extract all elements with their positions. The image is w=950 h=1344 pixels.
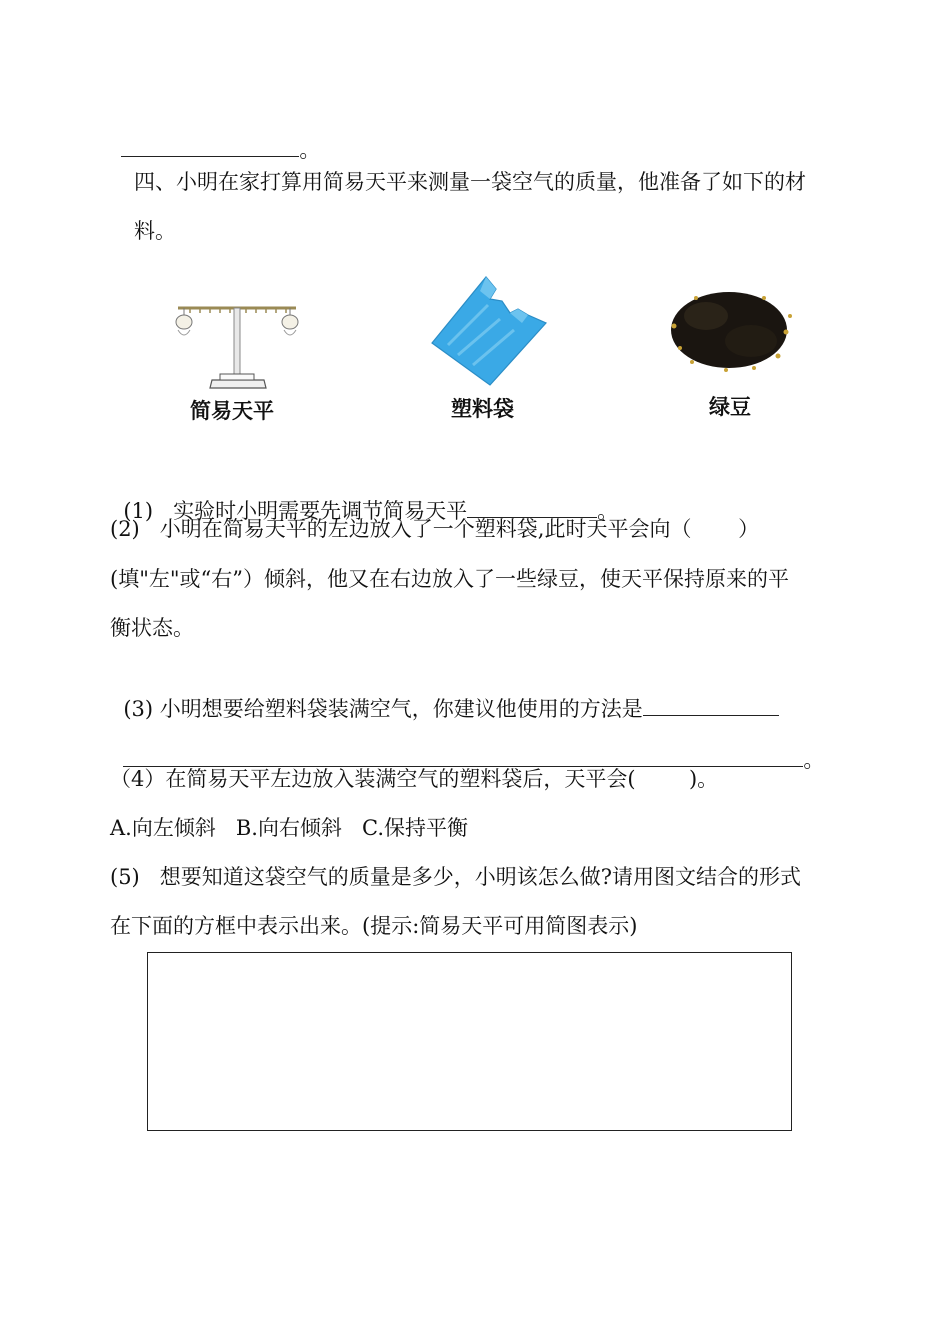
plastic-bag-figure <box>428 275 548 390</box>
question-title: 四、小明在家打算用简易天平来测量一袋空气的质量，他准备了如下的材 <box>134 170 806 194</box>
sub-question-3-cont: 。 <box>110 714 824 775</box>
mung-beans-figure <box>666 286 796 374</box>
sub-question-5: (5) 想要知道这袋空气的质量是多少，小明该怎么做?请用图文结合的形式 <box>110 865 802 889</box>
answer-blank-3a[interactable] <box>643 693 779 716</box>
material-label-balance: 简易天平 <box>190 399 274 423</box>
sub-question-4-options: A.向左倾斜 B.向右倾斜 C.保持平衡 <box>110 816 468 840</box>
sub-question-1: (1) 实验时小明需要先调节简易天平 。 <box>110 465 618 526</box>
sub-question-2: (2) 小明在简易天平的左边放入了一个塑料袋,此时天平会向（ ） <box>110 517 760 541</box>
sub-question-5-cont: 在下面的方框中表示出来。(提示:简易天平可用简图表示) <box>110 914 638 938</box>
question-title-cont: 料。 <box>134 219 176 243</box>
answer-blank[interactable] <box>121 134 299 157</box>
sub-question-2-cont2: 衡状态。 <box>110 616 194 640</box>
drawing-answer-box[interactable] <box>147 952 792 1131</box>
plastic-bag-icon <box>428 275 548 390</box>
sub-question-4: （4）在简易天平左边放入装满空气的塑料袋后，天平会( )。 <box>110 767 719 791</box>
material-label-beans: 绿豆 <box>709 395 751 419</box>
sub-question-2-cont: (填"左"或“右”）倾斜，他又在右边放入了一些绿豆，使天平保持原来的平 <box>110 567 789 591</box>
balance-scale-icon <box>168 300 308 395</box>
material-label-bag: 塑料袋 <box>451 397 514 421</box>
balance-scale-figure <box>168 300 308 395</box>
sub-question-3: (3) 小明想要给塑料袋装满空气，你建议他使用的方法是 <box>110 663 779 724</box>
mung-beans-icon <box>666 286 796 374</box>
previous-answer-line: 。 <box>108 104 320 165</box>
